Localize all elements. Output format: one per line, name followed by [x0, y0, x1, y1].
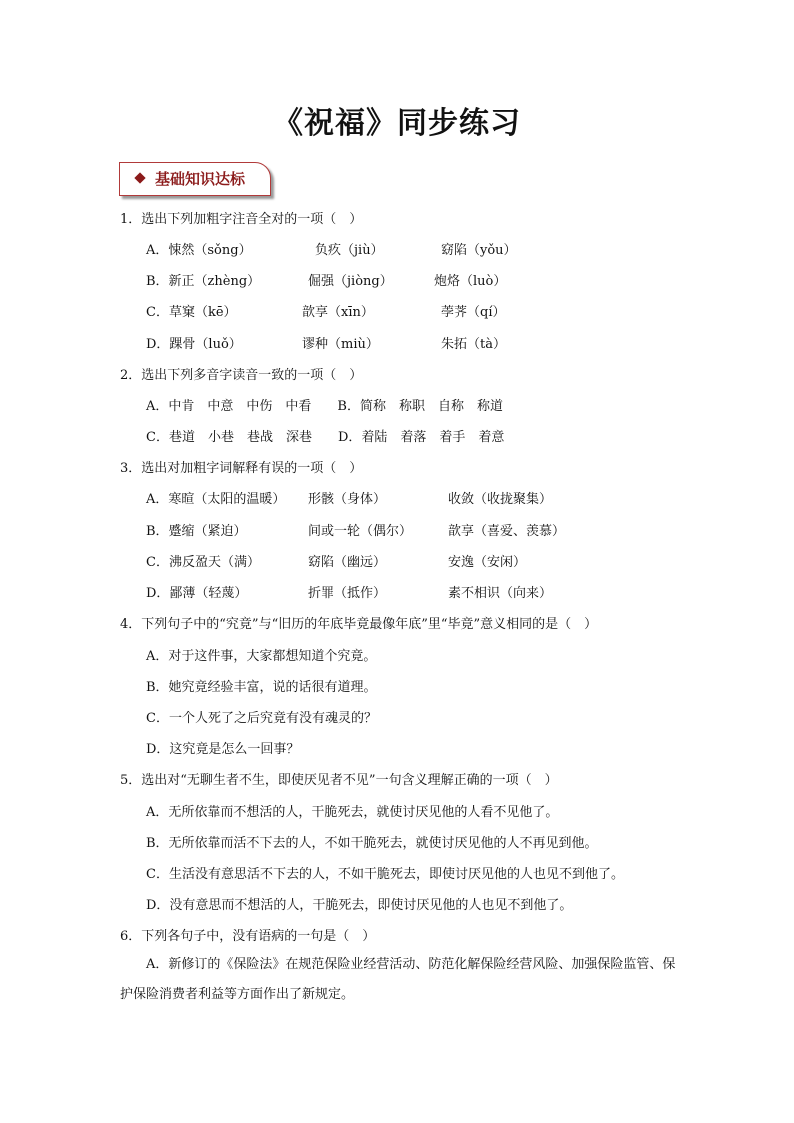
q1-a-1: A．悚然（sǒng）: [146, 243, 252, 258]
q3-b-1: B．蹙缩（紧迫）: [146, 524, 247, 539]
q1-c-2: 歆享（xīn）: [302, 305, 374, 320]
q5-option-a: A．无所依靠而不想活的人，干脆死去，就使讨厌见他的人看不见他了。: [146, 805, 559, 820]
q2-row-1: A．中肯 中意 中伤 中看 B．简称 称职 自称 称道: [146, 399, 503, 414]
q5-option-b: B．无所依靠而活不下去的人，不如干脆死去，就使讨厌见他的人不再见到他。: [146, 836, 598, 851]
q1-d-1: D．踝骨（luǒ）: [146, 337, 242, 352]
q1-b-3: 炮烙（luò）: [434, 274, 507, 289]
q1-c-1: C．草窠（kē）: [146, 305, 237, 320]
q3-d-1: D．鄙薄（轻蔑）: [146, 586, 248, 601]
q1-d-3: 朱拓（tà）: [441, 337, 506, 352]
section-badge: [119, 162, 275, 198]
question-6-stem: 6．下列各句子中，没有语病的一句是（ ）: [120, 929, 376, 944]
question-1-stem: 1．选出下列加粗字注音全对的一项（ ）: [120, 212, 363, 227]
q5-option-d: D．没有意思而不想活的人，干脆死去，即使讨厌见他的人也见不到他了。: [146, 898, 573, 913]
question-4-stem: 4．下列句子中的“究竟”与“旧历的年底毕竟最像年底”里“毕竟”意义相同的是（ ）: [120, 617, 598, 632]
q4-option-c: C．一个人死了之后究竟有没有魂灵的？: [146, 711, 377, 726]
q3-a-3: 收敛（收拢聚集）: [448, 492, 553, 507]
q3-a-1: A．寒暄（太阳的温暖）: [146, 492, 286, 507]
q3-a-2: 形骸（身体）: [308, 492, 387, 507]
page-title: 《祝福》同步练习: [273, 106, 521, 141]
q3-c-3: 安逸（安闲）: [448, 555, 527, 570]
section-badge-label: 基础知识达标: [155, 170, 246, 188]
question-2-stem: 2．选出下列多音字读音一致的一项（ ）: [120, 368, 363, 383]
q4-option-d: D．这究竟是怎么一回事？: [146, 742, 300, 757]
q3-d-2: 折罪（抵作）: [308, 586, 387, 601]
q5-option-c: C．生活没有意思活不下去的人，不如干脆死去，即使讨厌见他的人也见不到他了。: [146, 867, 624, 882]
q6-option-a: A．新修订的《保险法》在规范保险业经营活动、防范化解保险经营风险、加强保险监管、保护保险消费者利益等方面作出了新规定。: [120, 957, 676, 1002]
q1-c-3: 荸荠（qí）: [441, 305, 506, 320]
q4-option-a: A．对于这件事，大家都想知道个究竟。: [146, 649, 377, 664]
q1-a-2: 负疚（jiù）: [315, 243, 384, 258]
q4-option-b: B．她究竟经验丰富，说的话很有道理。: [146, 680, 377, 695]
q1-b-1: B．新正（zhèng）: [146, 274, 261, 289]
q1-b-2: 倔强（jiòng）: [308, 274, 393, 289]
q3-b-3: 歆享（喜爱、羡慕）: [448, 524, 566, 539]
q3-d-3: 素不相识（向来）: [448, 586, 553, 601]
question-5-stem: 5．选出对“无聊生者不生，即使厌见者不见”一句含义理解正确的一项（ ）: [120, 773, 558, 788]
q3-b-2: 间或一轮（偶尔）: [308, 524, 413, 539]
q3-c-2: 窈陷（幽远）: [308, 555, 387, 570]
q3-c-1: C．沸反盈天（满）: [146, 555, 260, 570]
q2-row-2: C．巷道 小巷 巷战 深巷 D．着陆 着落 着手 着意: [146, 430, 505, 445]
question-3-stem: 3．选出对加粗字词解释有误的一项（ ）: [120, 461, 363, 476]
q1-a-3: 窈陷（yǒu）: [441, 243, 517, 258]
q1-d-2: 谬种（miù）: [302, 337, 379, 352]
